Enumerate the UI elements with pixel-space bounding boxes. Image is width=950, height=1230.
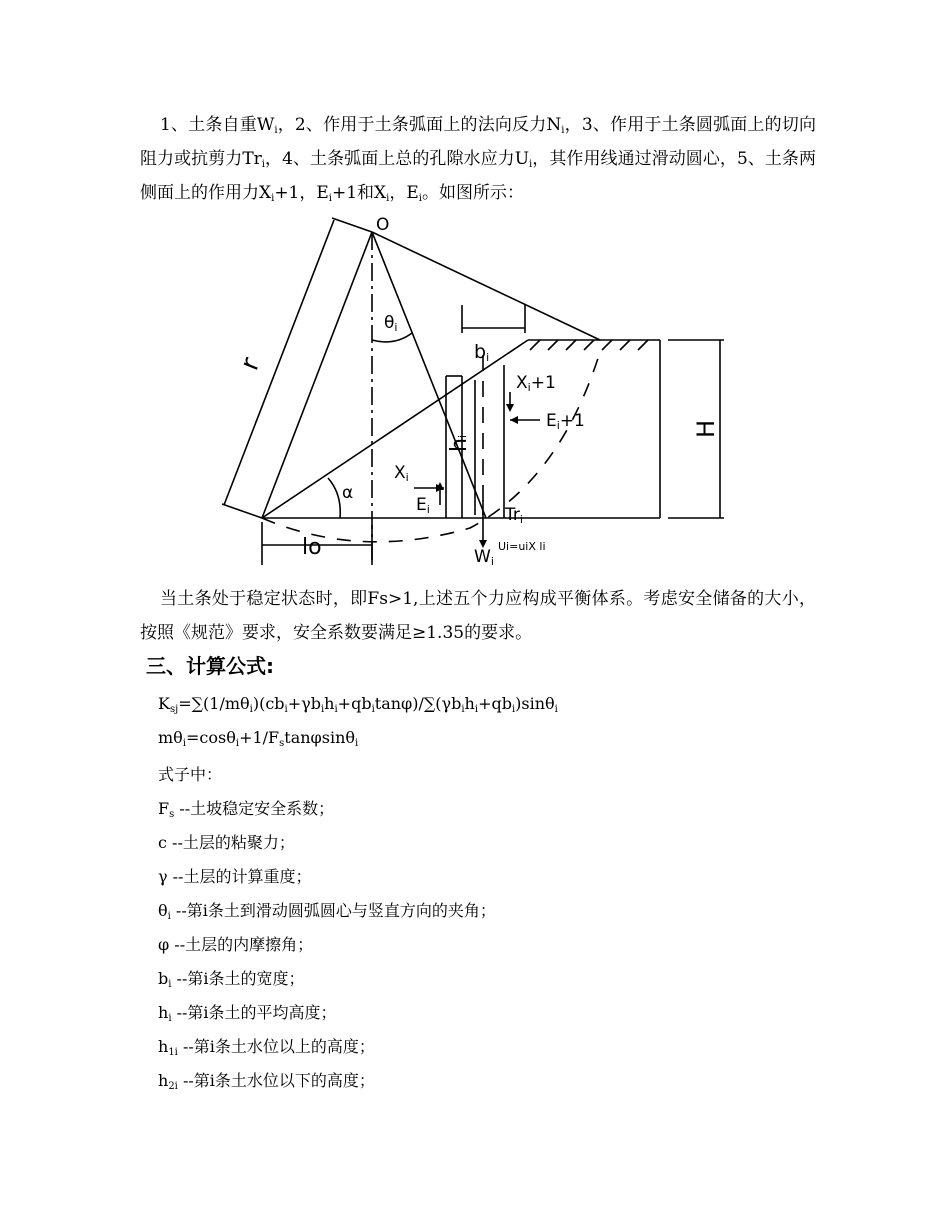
radius-line-crest — [372, 232, 600, 340]
definition-line: $b_i$ --第i条土的宽度； — [158, 969, 305, 990]
subscript: i — [529, 159, 533, 170]
definition-line: c --土层的粘聚力； — [158, 833, 295, 852]
label-ei: Ei — [416, 495, 430, 516]
label-tr: Tri — [505, 505, 523, 526]
subscript: i — [271, 193, 275, 204]
label-xi-plus-1: Xi+1 — [516, 373, 556, 394]
label-H: H — [692, 419, 720, 438]
subscript: i — [328, 193, 332, 204]
label-o: O — [376, 215, 390, 235]
definition-line: $h_i$ --第i条土的平均高度； — [158, 1003, 337, 1024]
label-theta: θi — [384, 313, 398, 334]
intro-text: ，其作用线通过滑动圆心，5、土条两侧面上的作用力X — [140, 149, 816, 203]
intro-text: ，E — [389, 183, 419, 203]
slope-stability-diagram — [0, 0, 950, 580]
definition-line: φ --土层的内摩擦角； — [158, 935, 314, 954]
xi1-arrowhead — [506, 404, 514, 412]
radius-line-left — [262, 232, 372, 518]
ground-hatch — [530, 340, 648, 350]
intro-text: ，4、土条弧面上总的孔隙水应力U — [265, 149, 530, 169]
definition-line: $\theta_i$ --第i条土到滑动圆弧圆心与竖直方向的夹角； — [158, 901, 496, 922]
theta-arc — [372, 333, 412, 342]
r-dim-tick-bottom — [222, 504, 262, 518]
r-dim-tick-top — [332, 218, 372, 232]
subscript: i — [274, 125, 278, 136]
subscript: i — [561, 125, 565, 136]
where-label: 式子中： — [158, 765, 223, 784]
formula-m-theta: $m\theta_i=\cos\theta_i+1/F_s\tan\varphi\sin\theta_i$ — [158, 728, 359, 749]
label-ui: Ui=uiX li — [498, 540, 546, 553]
subscript: i — [386, 193, 390, 204]
subscript: i — [261, 159, 265, 170]
label-lo: lo — [302, 535, 322, 560]
definition-line: $h_{2i}$ --第i条土水位以下的高度； — [158, 1071, 375, 1092]
definition-line: $h_{1i}$ --第i条土水位以上的高度； — [158, 1037, 375, 1058]
label-wi: Wi — [474, 547, 494, 568]
definition-line: $F_s$ --土坡稳定安全系数； — [158, 799, 335, 820]
label-alpha: α — [342, 483, 354, 503]
definition-line: γ --土层的计算重度； — [158, 867, 312, 886]
label-b: bi — [474, 341, 490, 364]
intro-text: ，3、作用于土条圆弧面上的切向阻力或抗剪力Tr — [140, 115, 816, 169]
intro-text: +1和X — [332, 183, 387, 203]
stability-paragraph: 当土条处于稳定状态时，即Fs>1,上述五个力应构成平衡体系。考虑安全储备的大小，按照《规范》要求，安全系数要满足≥1.35的要求。 — [140, 589, 816, 643]
section-heading: 三、计算公式: — [146, 654, 274, 678]
radius-line-slice — [372, 232, 486, 518]
label-h: hi — [447, 434, 472, 452]
label-xi: Xi — [394, 463, 409, 484]
intro-text: 。如图所示： — [422, 183, 524, 203]
label-r: r — [234, 353, 267, 375]
subscript: i — [418, 193, 422, 204]
slope-face — [262, 340, 528, 518]
alpha-arc — [328, 478, 340, 518]
formula-ksj: $K_{sj}=\sum(1/m\theta_i)(cb_i+\gamma b_ih_i+qb_i\tan\varphi)/\sum(\gamma b_ih_i+qb_i)\sin\theta_i$ — [158, 694, 558, 715]
intro-text: +1，E — [274, 183, 329, 203]
intro-text: ，2、作用于土条弧面上的法向反力N — [277, 115, 562, 135]
ei1-arrowhead — [510, 416, 518, 424]
label-ei-plus-1: Ei+1 — [546, 411, 585, 432]
intro-text: 1、土条自重W — [160, 115, 275, 135]
